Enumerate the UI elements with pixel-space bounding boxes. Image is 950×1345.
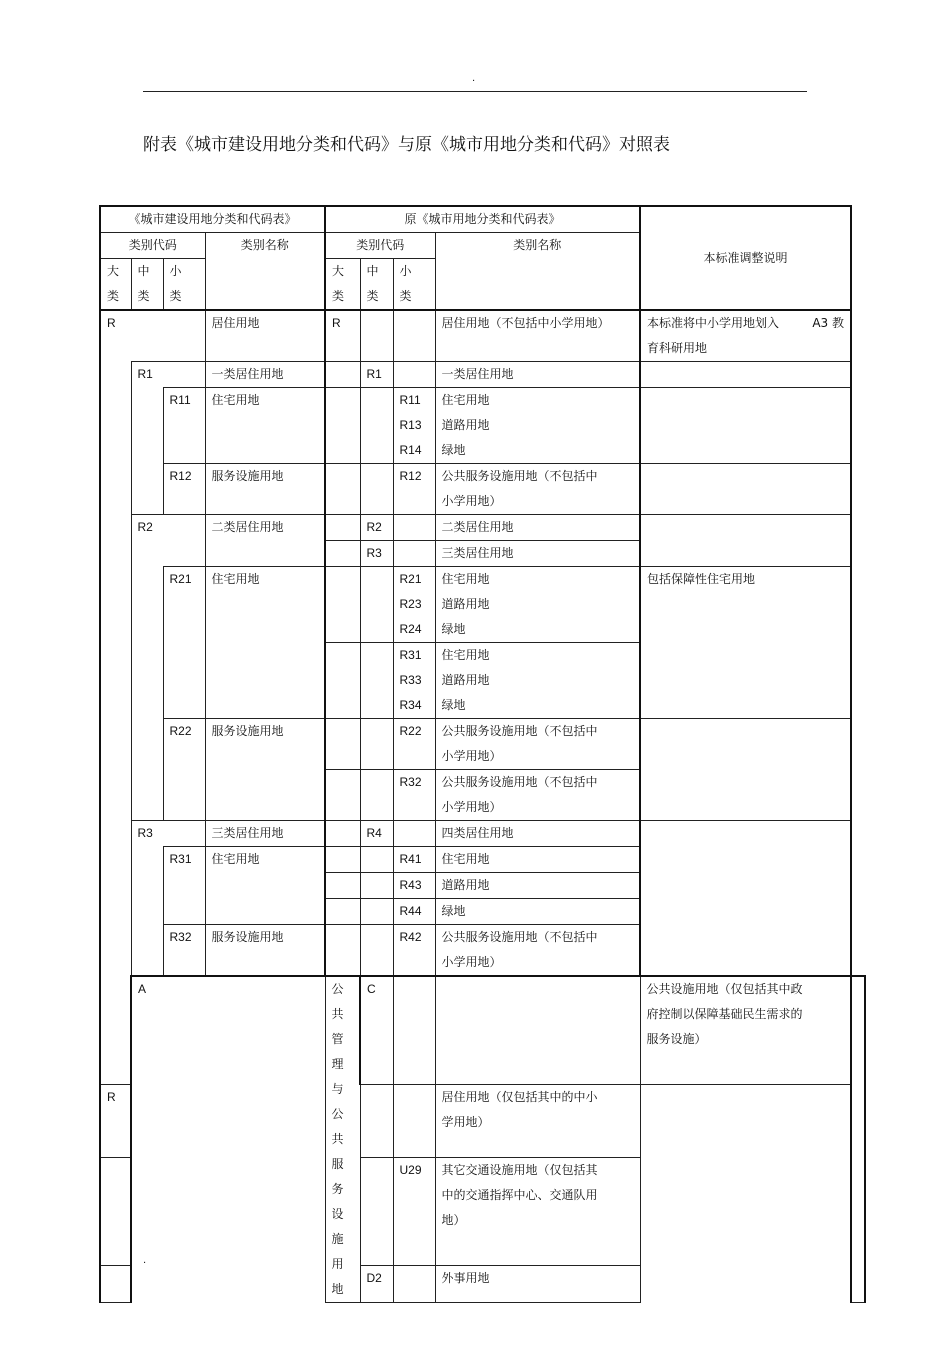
new-code-r31: R31 <box>163 847 205 925</box>
note-r-text-2: 育科研用地 <box>647 341 708 355</box>
old-major-r2b <box>325 541 360 567</box>
new-code-a: A <box>131 976 325 1303</box>
old-major-r22 <box>325 719 360 770</box>
new-name-r32: 服务设施用地 <box>205 925 325 977</box>
old-medium-a2 <box>360 1085 393 1158</box>
old-code-r31b: R43 <box>393 873 435 899</box>
new-major-spacer <box>100 362 131 1085</box>
old-major-r3 <box>325 821 360 847</box>
old-minor-a2 <box>393 1085 435 1158</box>
new-name-r31: 住宅用地 <box>205 847 325 925</box>
old-medium-a <box>393 976 435 1085</box>
old-name-r1: 一类居住用地 <box>435 362 640 388</box>
note-r-text: 本标准将中小学用地划入 <box>647 316 780 330</box>
note-r2 <box>640 515 851 567</box>
page-title: 附表《城市建设用地分类和代码》与原《城市用地分类和代码》对照表 <box>143 135 670 155</box>
old-name-r31c: 绿地 <box>435 899 640 925</box>
old-name-r12: 公共服务设施用地（不包括中 小学用地） <box>435 464 640 515</box>
new-major-class-header: 大 类 <box>100 259 131 311</box>
old-name-r31: 住宅用地 <box>435 847 640 873</box>
old-code-r12: R12 <box>393 464 435 515</box>
note-a <box>851 976 865 1303</box>
table-row-r2 <box>100 515 865 541</box>
new-name-r11: 住宅用地 <box>205 388 325 464</box>
new-name-r1: 一类居住用地 <box>205 362 325 388</box>
old-medium-r21b <box>360 643 393 719</box>
old-minor-r1 <box>393 362 435 388</box>
old-names-r21: 住宅用地 道路用地 绿地 <box>435 567 640 643</box>
old-table-header: 原《城市用地分类和代码表》 <box>325 206 640 233</box>
new-minor-class-header: 小 类 <box>163 259 205 311</box>
old-medium-r31c <box>360 899 393 925</box>
old-name-r: 居住用地（不包括中小学用地） <box>435 310 640 362</box>
note-r12 <box>640 464 851 515</box>
old-major-r31 <box>325 847 360 873</box>
old-medium-r1: R1 <box>360 362 393 388</box>
old-medium-r3: R4 <box>360 821 393 847</box>
new-name-r3: 三类居住用地 <box>205 821 325 847</box>
old-minor-class-header: 小 类 <box>393 259 435 311</box>
old-name-r22: 公共服务设施用地（不包括中 小学用地） <box>435 719 640 770</box>
new-name-r21: 住宅用地 <box>205 567 325 719</box>
note-header: 本标准调整说明 <box>640 206 851 310</box>
old-major-r21 <box>325 567 360 643</box>
old-code-r32: R42 <box>393 925 435 977</box>
old-codes-r11: R11 R13 R14 <box>393 388 435 464</box>
new-code-r32: R32 <box>163 925 205 977</box>
table-row-r1 <box>100 362 865 388</box>
old-medium-r21 <box>360 567 393 643</box>
new-code-r1: R1 <box>131 362 205 388</box>
old-major-a4 <box>100 1265 131 1302</box>
old-name-r2: 二类居住用地 <box>435 515 640 541</box>
old-code-r31c: R44 <box>393 899 435 925</box>
old-major-r32 <box>325 925 360 977</box>
old-minor-r3 <box>393 821 435 847</box>
old-major-class-header: 大 类 <box>325 259 360 311</box>
table-row-r3 <box>100 821 865 847</box>
new-code-r: R <box>100 310 205 362</box>
note-r22 <box>640 719 851 821</box>
old-code-r22: R22 <box>393 719 435 770</box>
old-major-r21b <box>325 643 360 719</box>
old-name-a3: 其它交通设施用地（仅包括其 中的交通指挥中心、交通队用 地） <box>435 1157 640 1265</box>
old-medium-r31b <box>360 873 393 899</box>
old-name-r32: 公共服务设施用地（不包括中 小学用地） <box>435 925 640 977</box>
table-row-r <box>100 310 865 362</box>
old-medium-a3 <box>360 1157 393 1265</box>
table-row-r11 <box>100 388 865 464</box>
new-medium-class-header: 中 类 <box>131 259 163 311</box>
old-major-r11 <box>325 388 360 464</box>
old-codes-r21: R21 R23 R24 <box>393 567 435 643</box>
old-name-r3: 四类居住用地 <box>435 821 640 847</box>
old-medium-class-header: 中 类 <box>360 259 393 311</box>
old-minor-a4 <box>393 1265 435 1302</box>
new-code-r2: R2 <box>131 515 205 567</box>
old-name-r22b: 公共服务设施用地（不包括中 小学用地） <box>435 770 640 821</box>
new-name-r: 居住用地 <box>205 310 325 362</box>
old-minor-r2b <box>393 541 435 567</box>
old-name-a2: 居住用地（仅包括其中的中小 学用地） <box>435 1085 640 1158</box>
note-r <box>640 310 851 362</box>
old-category-code-header: 类别代码 <box>325 233 435 259</box>
new-category-name-header: 类别名称 <box>205 233 325 311</box>
old-major-r31c <box>325 899 360 925</box>
land-classification-table <box>99 205 866 1303</box>
old-major-r1 <box>325 362 360 388</box>
note-r-code: A3 教 <box>812 316 844 330</box>
page-bottom-mark: . <box>143 1255 147 1266</box>
old-medium-r22b <box>360 770 393 821</box>
old-names-r21b: 住宅用地 道路用地 绿地 <box>435 643 640 719</box>
note-r3 <box>640 821 851 977</box>
old-codes-r21b: R31 R33 R34 <box>393 643 435 719</box>
old-major-r: R <box>325 310 360 362</box>
note-r11 <box>640 388 851 464</box>
new-code-r11: R11 <box>163 388 205 464</box>
new-category-code-header: 类别代码 <box>100 233 205 259</box>
old-medium-a4: D2 <box>360 1265 393 1302</box>
old-name-r2b: 三类居住用地 <box>435 541 640 567</box>
old-minor-r <box>393 310 435 362</box>
new-medium-spacer-r1 <box>131 388 163 515</box>
old-category-name-header: 类别名称 <box>435 233 640 311</box>
old-major-r2 <box>325 515 360 541</box>
old-medium-r2b: R3 <box>360 541 393 567</box>
table-row-r21 <box>100 567 865 643</box>
old-code-r22b: R32 <box>393 770 435 821</box>
old-medium-r <box>360 310 393 362</box>
new-table-header: 《城市建设用地分类和代码表》 <box>100 206 325 233</box>
old-code-a3: U29 <box>393 1157 435 1265</box>
old-code-r31: R41 <box>393 847 435 873</box>
old-medium-r22 <box>360 719 393 770</box>
new-code-r3: R3 <box>131 821 205 847</box>
new-code-r21: R21 <box>163 567 205 719</box>
new-code-r22: R22 <box>163 719 205 821</box>
old-medium-r32 <box>360 925 393 977</box>
old-medium-r12 <box>360 464 393 515</box>
old-major-r12 <box>325 464 360 515</box>
old-major-r31b <box>325 873 360 899</box>
new-name-r22: 服务设施用地 <box>205 719 325 821</box>
table-row-r12 <box>100 464 865 515</box>
old-names-r11: 住宅用地 道路用地 绿地 <box>435 388 640 464</box>
old-medium-r2: R2 <box>360 515 393 541</box>
table-row-r22 <box>100 719 865 770</box>
old-minor-r2 <box>393 515 435 541</box>
old-minor-a <box>435 976 640 1085</box>
old-name-a4: 外事用地 <box>435 1265 640 1302</box>
new-code-r12: R12 <box>163 464 205 515</box>
new-name-r12: 服务设施用地 <box>205 464 325 515</box>
new-name-a: 公共管理与公共 服务设施用地 <box>325 976 360 1303</box>
new-medium-spacer-r3 <box>131 847 163 977</box>
header-row-1 <box>100 206 865 233</box>
old-major-a2: R <box>100 1085 131 1158</box>
old-name-r31b: 道路用地 <box>435 873 640 899</box>
old-medium-r11 <box>360 388 393 464</box>
note-r1 <box>640 362 851 388</box>
old-major-a3 <box>100 1157 131 1265</box>
header-rule <box>143 91 807 92</box>
note-r21: 包括保障性住宅用地 <box>640 567 851 719</box>
old-major-a: C <box>360 976 393 1085</box>
old-major-r22b <box>325 770 360 821</box>
new-medium-spacer-r2 <box>131 567 163 821</box>
table-row-a <box>100 976 865 1085</box>
old-name-a: 公共设施用地（仅包括其中政 府控制以保障基础民生需求的 服务设施） <box>640 976 851 1085</box>
new-name-r2: 二类居住用地 <box>205 515 325 567</box>
page-top-mark: . <box>472 73 476 84</box>
old-medium-r31 <box>360 847 393 873</box>
